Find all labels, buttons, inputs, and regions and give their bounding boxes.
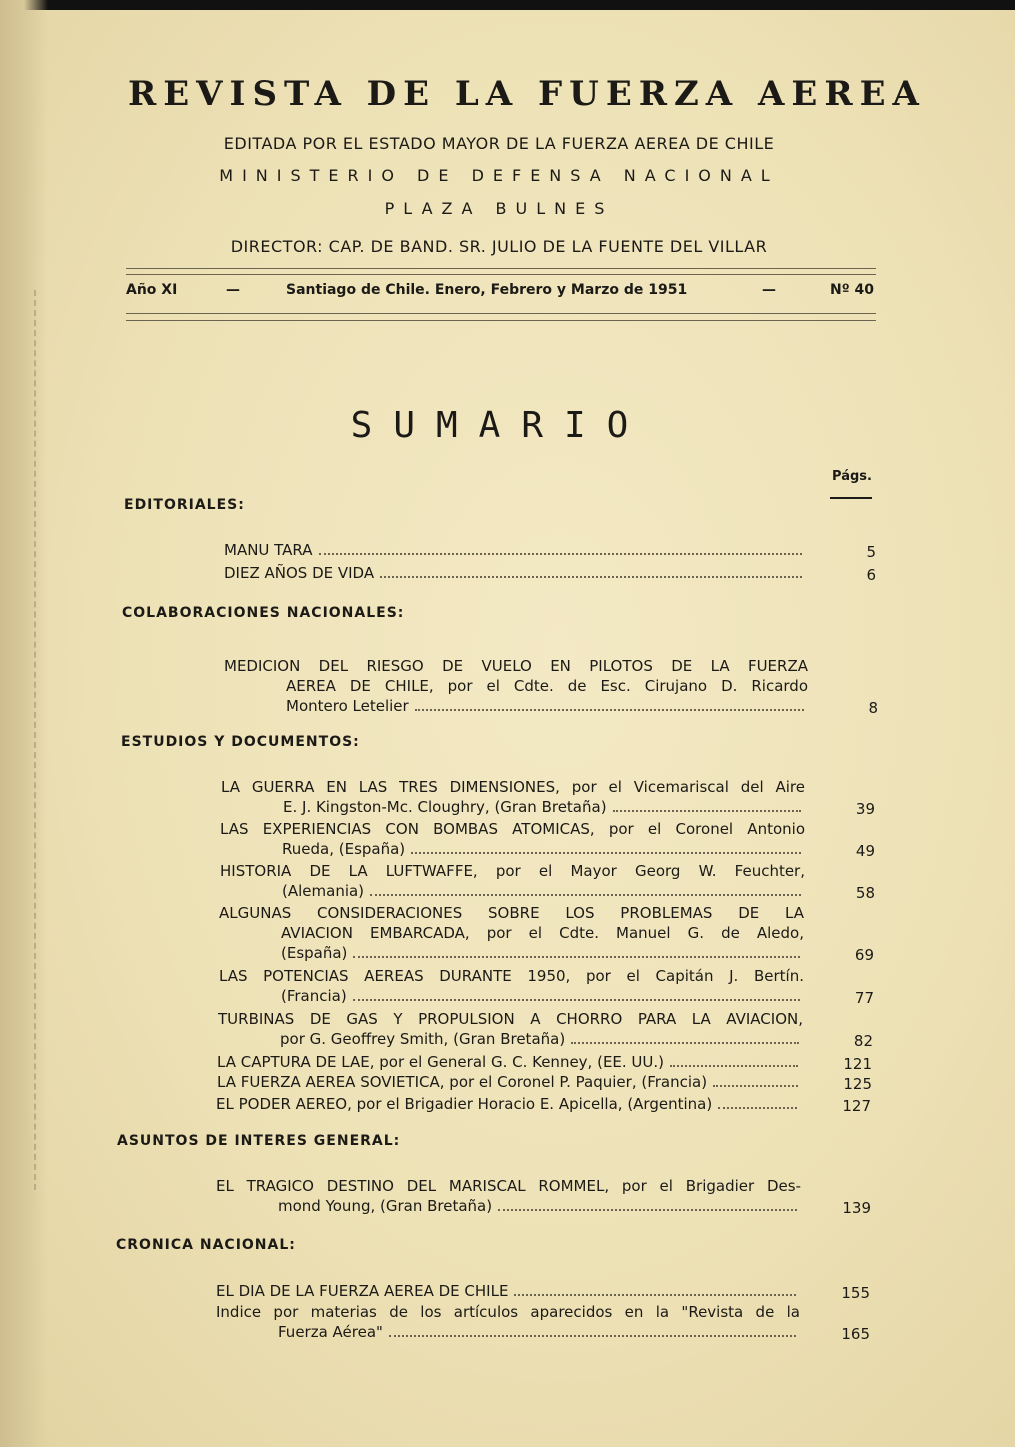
divider: [126, 313, 876, 314]
dot-leader: [380, 576, 802, 578]
ministry-line: MINISTERIO DE DEFENSA NACIONAL: [219, 166, 779, 185]
toc-entry: [216, 1281, 870, 1302]
toc-entry-text: E. J. Kingston-Mc. Cloughry, (Gran Bretaña): [283, 798, 607, 816]
dot-leader: [415, 709, 804, 711]
masthead-title: REVISTA DE LA FUERZA AEREA: [128, 74, 926, 114]
dot-leader: [713, 1085, 798, 1087]
toc-entry-text: DIEZ AÑOS DE VIDA: [224, 564, 375, 582]
section-heading: COLABORACIONES NACIONALES:: [122, 605, 405, 621]
pages-label-underline: [830, 497, 872, 499]
toc-entry-text: MEDICION DEL RIESGO DE VUELO EN PILOTOS DE LA FUERZA: [224, 657, 808, 675]
binding-spine: [0, 0, 48, 1447]
toc-page-number: 69: [854, 946, 874, 964]
toc-entry: [221, 777, 875, 818]
toc-entry-text: TURBINAS DE GAS Y PROPULSION A CHORRO PARA LA AVIACION,: [218, 1010, 803, 1028]
toc-entry: [218, 1009, 873, 1050]
toc-entry: [224, 540, 876, 561]
toc-page-number: 6: [866, 566, 876, 584]
issue-year: Año XI: [126, 282, 178, 298]
toc-entry-text: MANU TARA: [224, 541, 313, 559]
dot-leader: [370, 894, 801, 896]
issue-info: [126, 282, 876, 308]
toc-entry-text: LA GUERRA EN LAS TRES DIMENSIONES, por el Vicemariscal del Aire: [221, 778, 805, 796]
toc-entry: [224, 656, 878, 717]
page-title: SUMARIO: [350, 405, 650, 446]
dot-leader: [718, 1107, 797, 1109]
divider: [126, 320, 876, 321]
toc-entry-text: (Francia): [281, 987, 347, 1005]
toc-page-number: 125: [843, 1075, 872, 1093]
issue-number: Nº 40: [830, 282, 874, 298]
toc-entry: [216, 1094, 871, 1115]
toc-page-number: 8: [868, 699, 878, 717]
dot-leader: [613, 810, 801, 812]
toc-entry-text: EL TRAGICO DESTINO DEL MARISCAL ROMMEL, por el Brigadier Des-: [216, 1177, 801, 1195]
toc-entry-text: (España): [281, 944, 348, 962]
toc-entry-text: LA CAPTURA DE LAE, por el General G. C. Kenney, (EE. UU.): [217, 1053, 665, 1071]
toc-entry-text: EL PODER AEREO, por el Brigadier Horacio E. Apicella, (Argentina): [216, 1095, 713, 1113]
separator: —: [226, 282, 240, 298]
section-heading: CRONICA NACIONAL:: [116, 1237, 296, 1253]
dot-leader: [498, 1209, 797, 1211]
dot-leader: [411, 852, 801, 854]
scan-top-edge: [0, 0, 1015, 10]
issue-place-date: Santiago de Chile. Enero, Febrero y Marzo de 1951: [286, 282, 688, 298]
toc-entry-text: EL DIA DE LA FUERZA AEREA DE CHILE: [216, 1282, 509, 1300]
dot-leader: [389, 1335, 796, 1337]
toc-page-number: 155: [841, 1284, 870, 1302]
section-heading: ESTUDIOS Y DOCUMENTOS:: [121, 734, 360, 750]
toc-entry-text: LAS EXPERIENCIAS CON BOMBAS ATOMICAS, por el Coronel Antonio: [220, 820, 805, 838]
toc-entry-text: (Alemania): [282, 882, 365, 900]
director-line: DIRECTOR: CAP. DE BAND. SR. JULIO DE LA FUENTE DEL VILLAR: [230, 237, 768, 256]
dot-leader: [514, 1294, 796, 1296]
toc-entry-text: Indice por materias de los artículos aparecidos en la "Revista de la: [216, 1303, 800, 1321]
dot-leader: [571, 1042, 799, 1044]
toc-entry: [217, 1072, 872, 1093]
toc-page-number: 82: [853, 1032, 873, 1050]
toc-entry-text: Fuerza Aérea": [278, 1323, 383, 1341]
toc-entry-text: Montero Letelier: [286, 697, 409, 715]
section-heading: ASUNTOS DE INTERES GENERAL:: [117, 1133, 401, 1149]
toc-page-number: 127: [842, 1097, 871, 1115]
dot-leader: [319, 553, 802, 555]
toc-entry: [220, 861, 875, 902]
toc-entry: [219, 966, 874, 1007]
dot-leader: [353, 956, 800, 958]
toc-page-number: 77: [854, 989, 874, 1007]
toc-entry: [224, 563, 876, 584]
toc-entry-text: ALGUNAS CONSIDERACIONES SOBRE LOS PROBLEMAS DE LA: [219, 904, 804, 922]
section-heading: EDITORIALES:: [124, 497, 245, 513]
divider: [126, 268, 876, 269]
toc-page-number: 39: [855, 800, 875, 818]
toc-entry: [220, 819, 875, 860]
toc-entry-text: por G. Geoffrey Smith, (Gran Bretaña): [280, 1030, 566, 1048]
toc-page-number: 139: [842, 1199, 871, 1217]
toc-entry-text: LA FUERZA AEREA SOVIETICA, por el Coronel P. Paquier, (Francia): [217, 1073, 708, 1091]
toc-entry: [216, 1302, 870, 1343]
address-line: PLAZA BULNES: [384, 199, 614, 218]
toc-entry-text: AVIACION EMBARCADA, por el Cdte. Manuel G. de Aledo,: [281, 924, 804, 942]
toc-entry-text: mond Young, (Gran Bretaña): [278, 1197, 493, 1215]
divider: [126, 274, 876, 275]
toc-entry-text: LAS POTENCIAS AEREAS DURANTE 1950, por el Capitán J. Bertín.: [219, 967, 804, 985]
publisher-line: EDITADA POR EL ESTADO MAYOR DE LA FUERZA AEREA DE CHILE: [223, 134, 775, 153]
toc-page-number: 49: [855, 842, 875, 860]
toc-page-number: 5: [866, 543, 876, 561]
toc-entry-text: HISTORIA DE LA LUFTWAFFE, por el Mayor Georg W. Feuchter,: [220, 862, 805, 880]
toc-entry: [217, 1052, 872, 1073]
separator: —: [762, 282, 776, 298]
toc-page-number: 121: [843, 1055, 872, 1073]
toc-entry-text: Rueda, (España): [282, 840, 406, 858]
toc-page-number: 58: [855, 884, 875, 902]
pages-column-label: Págs.: [832, 469, 872, 484]
dot-leader: [353, 999, 800, 1001]
dot-leader: [670, 1065, 798, 1067]
toc-entry: [219, 903, 874, 964]
toc-entry-text: AEREA DE CHILE, por el Cdte. de Esc. Cirujano D. Ricardo: [286, 677, 808, 695]
toc-page-number: 165: [841, 1325, 870, 1343]
toc-entry: [216, 1176, 871, 1217]
